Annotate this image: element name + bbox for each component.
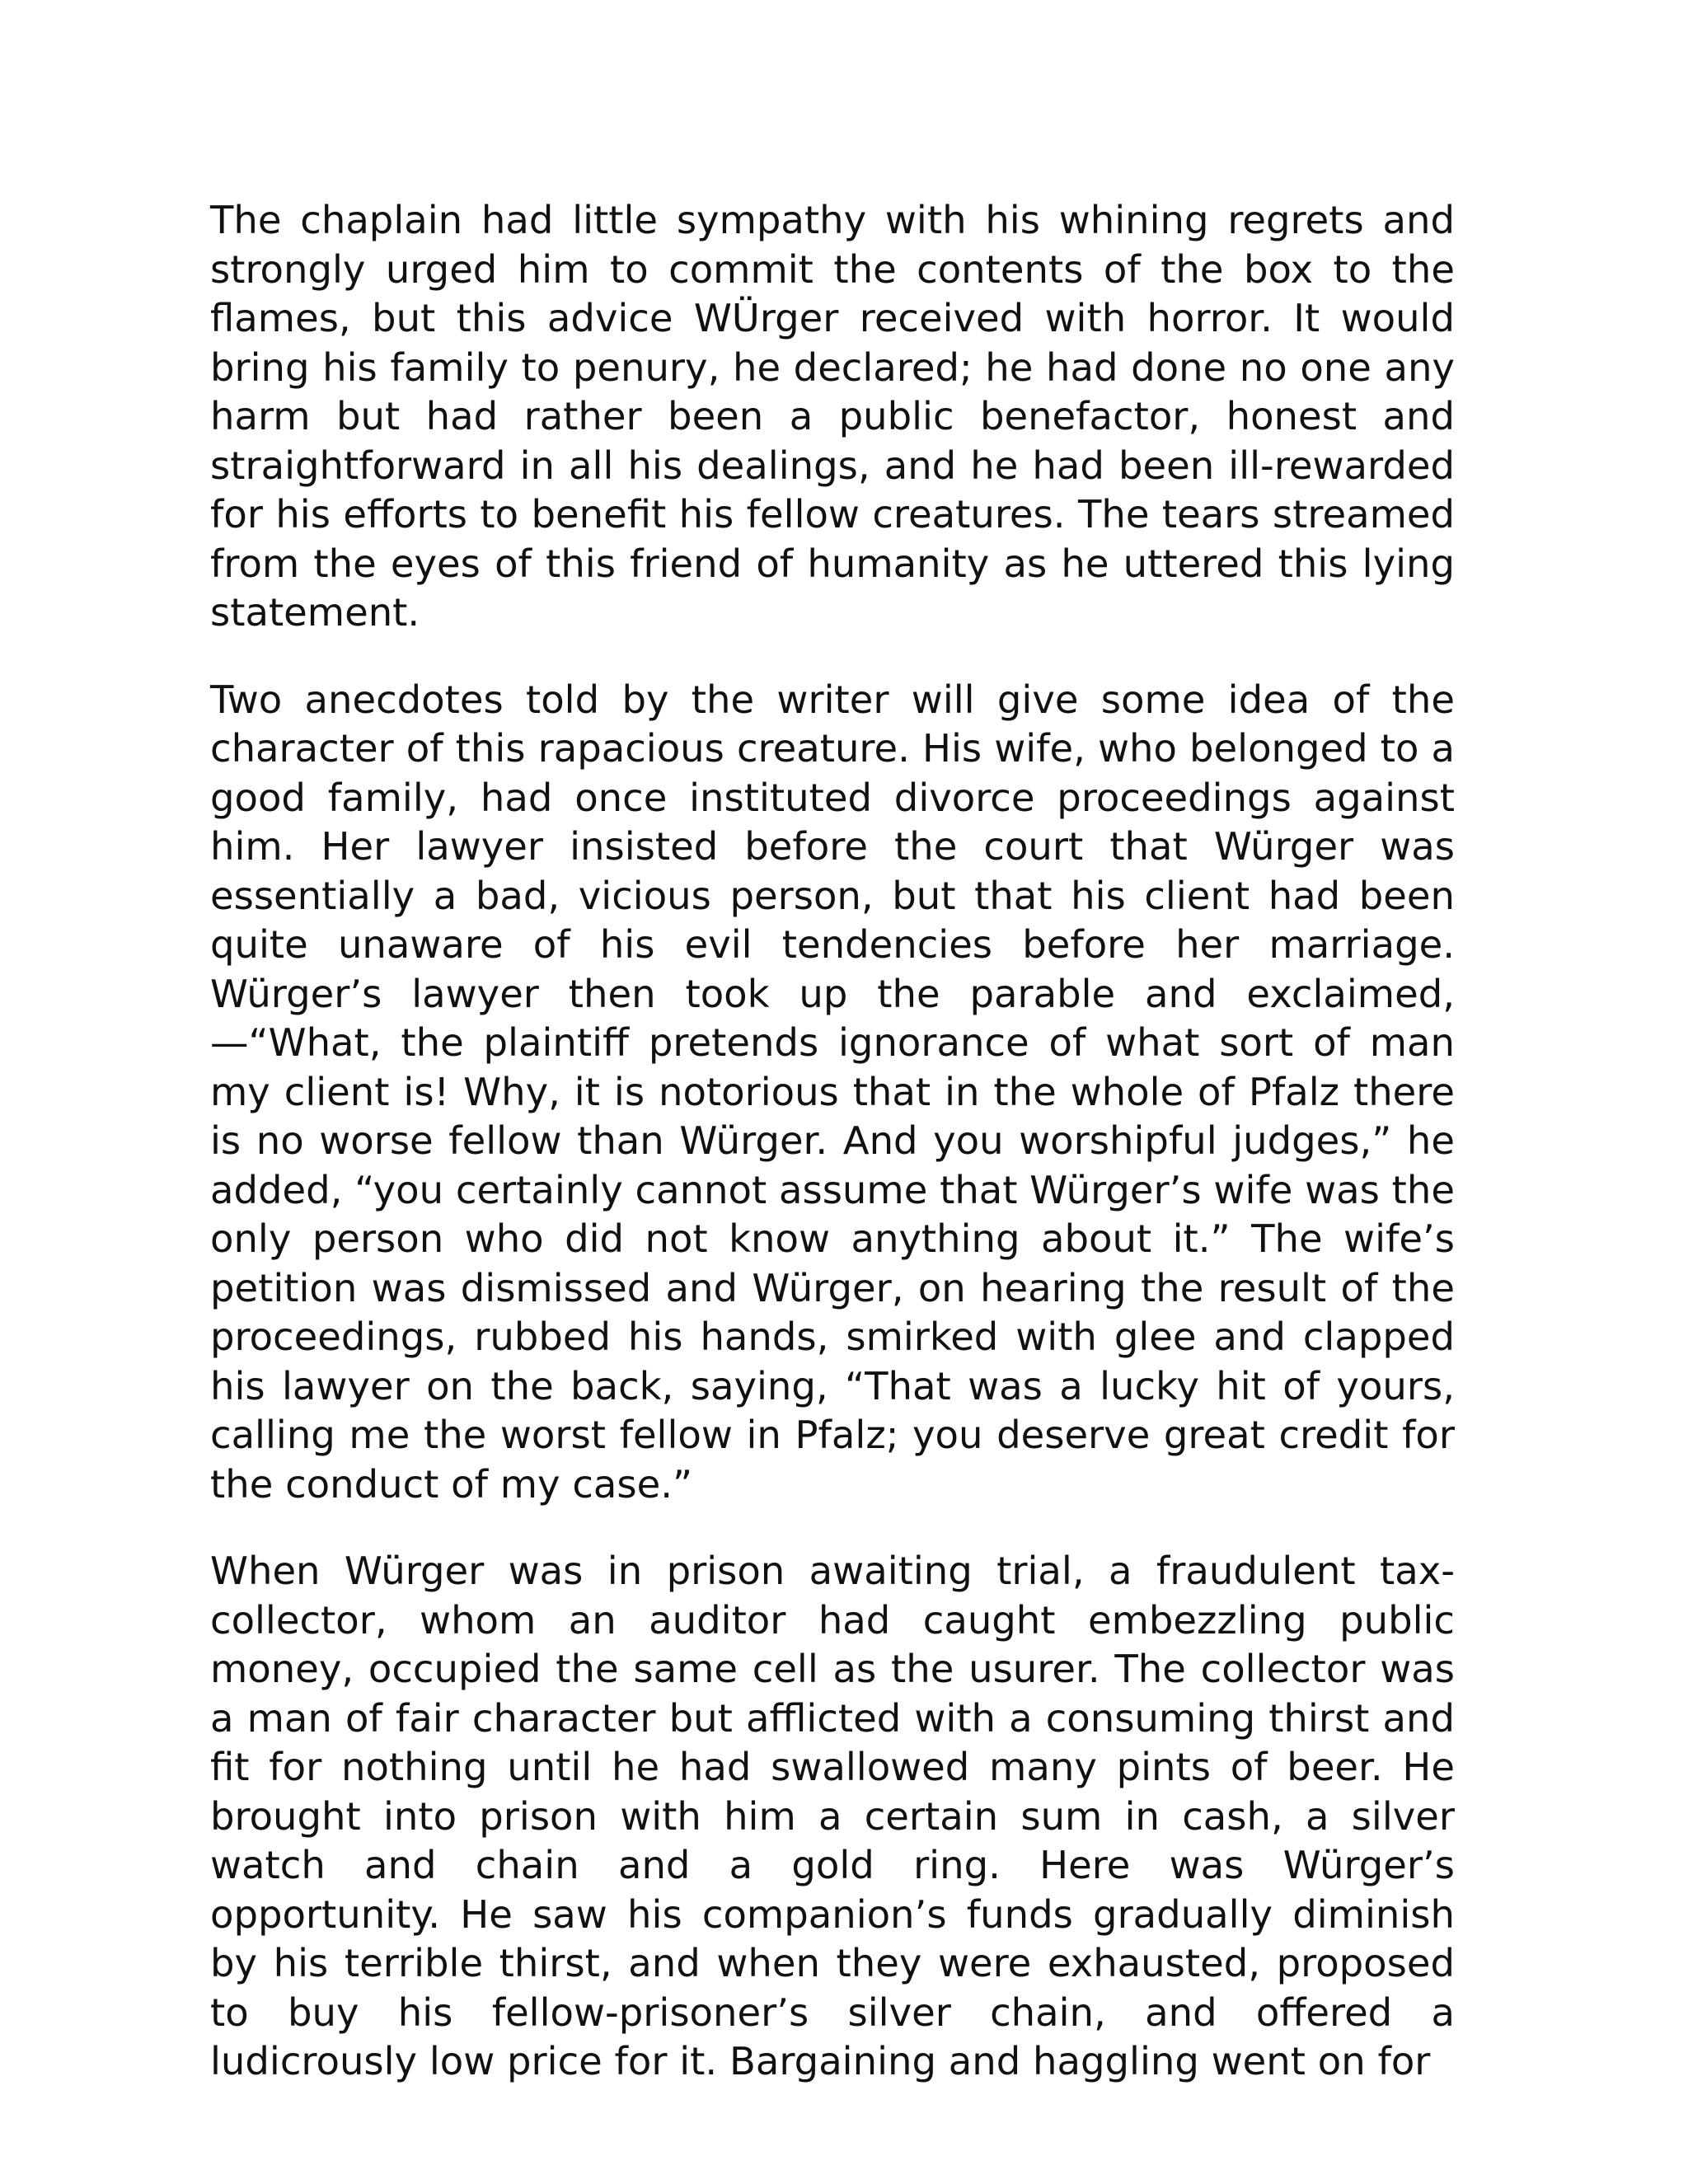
paragraph-2: Two anecdotes told by the writer will give some idea of the character of this rapacious creature. His wife, who belonged to a good family, had once instituted divorce proceedings against him. Her lawyer insisted before the court that Würger was essentially a bad, vicious person, but that his client had been quite unaware of his evil tendencies before her marriage. Würger’s lawyer then took up the parable and exclaimed,—“What, the plaintiff pretends ignorance of what sort of man my client is! Why, it is notorious that in the whole of Pfalz there is no worse fellow than Würger. And you worshipful judges,” he added, “you certainly cannot assume that Würger’s wife was the only person who did not know anything about it.” The wife’s petition was dismissed and Würger, on hearing the result of the proceedings, rubbed his hands, smirked with glee and clapped his lawyer on the back, saying, “That was a lucky hit of yours, calling me the worst fellow in Pfalz; you deserve great credit for the conduct of my case.” bbox=[210, 677, 1455, 1507]
document-page bbox=[210, 196, 1455, 2087]
paragraph-1: The chaplain had little sympathy with his whining regrets and strongly urged him to commit the contents of the box to the flames, but this advice WÜrger received with horror. It would bring his family to penury, he declared; he had done no one any harm but had rather been a public benefactor, honest and straightforward in all his dealings, and he had been ill-rewarded for his efforts to benefit his fellow creatures. The tears streamed from the eyes of this friend of humanity as he uttered this lying statement. bbox=[210, 198, 1455, 635]
paragraph-3: When Würger was in prison awaiting trial, a fraudulent tax-collector, whom an auditor had caught embezzling public money, occupied the same cell as the usurer. The collector was a man of fair character but afflicted with a consuming thirst and fit for nothing until he had swallowed many pints of beer. He brought into prison with him a certain sum in cash, a silver watch and chain and a gold ring. Here was Würger’s opportunity. He saw his companion’s funds gradually diminish by his terrible thirst, and when they were exhausted, proposed to buy his fellow-prisoner’s silver chain, and offered a ludicrously low price for it. Bargaining and haggling went on for bbox=[210, 1549, 1455, 2083]
